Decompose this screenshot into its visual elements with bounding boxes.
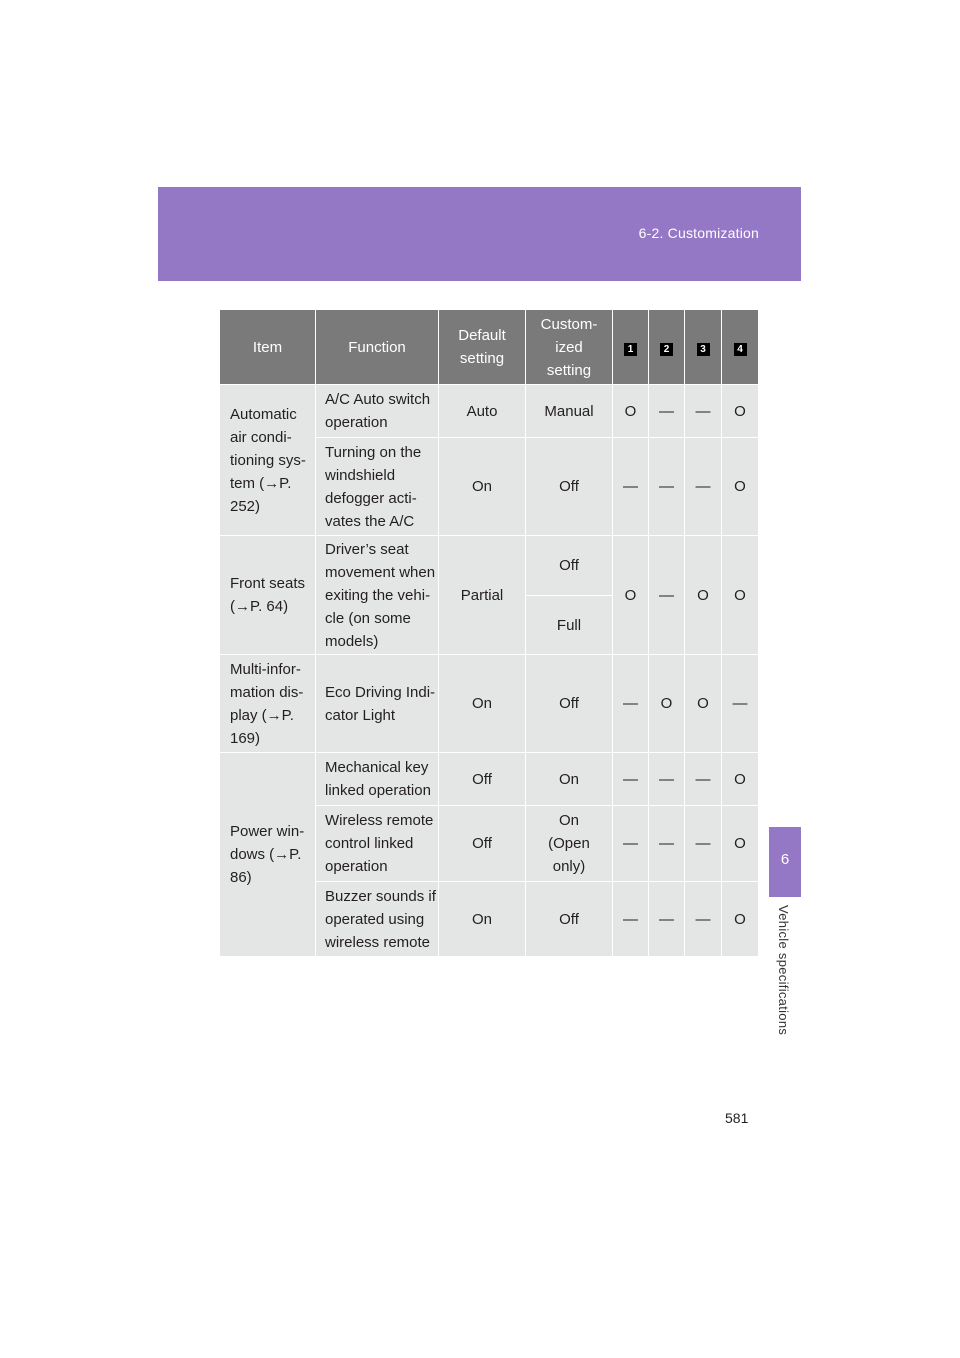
default-cell: On xyxy=(439,882,526,957)
mark-cell: O xyxy=(722,385,759,438)
mark-cell: — xyxy=(685,385,722,438)
mark-cell: — xyxy=(613,882,649,957)
header-customized-label: Custom-ized setting xyxy=(540,315,598,379)
chapter-tab xyxy=(769,827,801,897)
function-cell: Turning on the windshield defogger acti-vates the A/C xyxy=(316,438,439,536)
section-header-band xyxy=(158,187,801,281)
default-cell: Off xyxy=(439,753,526,806)
mark-cell: — xyxy=(613,753,649,806)
mark-cell: — xyxy=(613,806,649,882)
mark-cell: — xyxy=(649,806,685,882)
header-box-4: 4 xyxy=(734,343,747,356)
header-box-3: 3 xyxy=(697,343,710,356)
mark-cell: — xyxy=(649,753,685,806)
table-row xyxy=(220,655,759,753)
customized-cell: On xyxy=(526,753,613,806)
table-header-row xyxy=(220,310,759,385)
chapter-label-container xyxy=(770,905,800,1045)
table-row xyxy=(220,753,759,806)
default-cell: Auto xyxy=(439,385,526,438)
header-item: Item xyxy=(220,310,316,385)
mark-cell: — xyxy=(685,753,722,806)
mark-cell: — xyxy=(685,882,722,957)
mark-cell: O xyxy=(722,882,759,957)
header-box-2: 2 xyxy=(660,343,673,356)
header-box-1: 1 xyxy=(624,343,637,356)
function-cell: Wireless remote control linked operation xyxy=(316,806,439,882)
chapter-number: 6 xyxy=(780,851,790,868)
mark-cell: — xyxy=(685,806,722,882)
customized-cell: Off xyxy=(526,655,613,753)
item-cell: Front seats (→P. 64) xyxy=(220,536,316,655)
customized-cell xyxy=(526,806,613,882)
mark-cell: — xyxy=(649,536,685,655)
mark-cell: — xyxy=(649,882,685,957)
default-cell: On xyxy=(439,655,526,753)
mark-cell: O xyxy=(722,753,759,806)
customized-value: On (Open only) xyxy=(548,812,590,875)
mark-cell: — xyxy=(613,438,649,536)
customized-cell: Off xyxy=(526,438,613,536)
page-number: 581 xyxy=(725,1110,749,1126)
mark-cell: — xyxy=(685,438,722,536)
customized-cell: Full xyxy=(526,596,613,655)
function-cell: Mechanical key linked operation xyxy=(316,753,439,806)
header-customized-setting xyxy=(526,310,613,385)
item-cell: Multi-infor-mation dis-play (→P. 169) xyxy=(220,655,316,753)
item-cell: Power win-dows (→P. 86) xyxy=(220,753,316,957)
customized-cell: Manual xyxy=(526,385,613,438)
mark-cell: O xyxy=(613,385,649,438)
mark-cell: — xyxy=(613,655,649,753)
function-cell: A/C Auto switch operation xyxy=(316,385,439,438)
default-cell: On xyxy=(439,438,526,536)
mark-cell: O xyxy=(613,536,649,655)
customized-cell: Off xyxy=(526,882,613,957)
mark-cell: O xyxy=(685,655,722,753)
header-col-4 xyxy=(722,310,759,385)
function-cell: Driver’s seat movement when exiting the vehi-cle (on some models) xyxy=(316,536,439,655)
function-cell: Eco Driving Indi-cator Light xyxy=(316,655,439,753)
customization-table xyxy=(219,309,759,957)
header-default-label: Default setting xyxy=(458,327,506,367)
table-row xyxy=(220,536,759,596)
mark-cell: O xyxy=(722,806,759,882)
header-function: Function xyxy=(316,310,439,385)
section-title: 6-2. Customization xyxy=(638,225,759,241)
default-cell: Partial xyxy=(439,536,526,655)
mark-cell: — xyxy=(722,655,759,753)
header-col-2 xyxy=(649,310,685,385)
header-col-3 xyxy=(685,310,722,385)
table-row xyxy=(220,385,759,438)
mark-cell: O xyxy=(685,536,722,655)
mark-cell: — xyxy=(649,438,685,536)
mark-cell: O xyxy=(722,536,759,655)
mark-cell: O xyxy=(649,655,685,753)
chapter-label: Vehicle specifications xyxy=(776,905,791,1036)
function-cell: Buzzer sounds if operated using wireless remote xyxy=(316,882,439,957)
header-col-1 xyxy=(613,310,649,385)
item-cell: Automatic air condi-tioning sys-tem (→P. 252) xyxy=(220,385,316,536)
header-default-setting xyxy=(439,310,526,385)
mark-cell: — xyxy=(649,385,685,438)
default-cell: Off xyxy=(439,806,526,882)
mark-cell: O xyxy=(722,438,759,536)
customized-cell: Off xyxy=(526,536,613,596)
